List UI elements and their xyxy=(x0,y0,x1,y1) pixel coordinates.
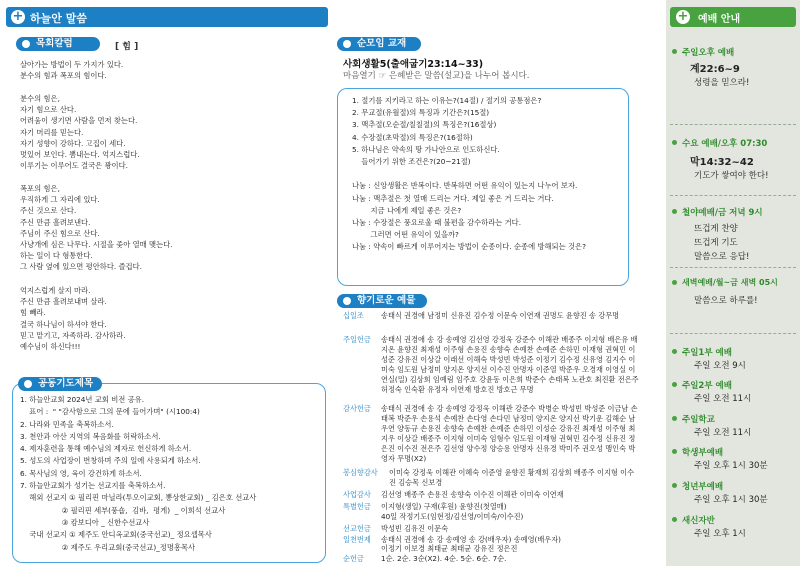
column-label: 목회칼럼 xyxy=(16,37,100,51)
worship-time: 주일 오전 11시 xyxy=(694,394,752,404)
worship-time: 주일 오전 9시 xyxy=(694,361,746,371)
bullet-icon xyxy=(343,40,351,48)
offering-label: 향기로운 예물 xyxy=(337,294,427,308)
column-paragraph: 분수의 힘은, 자기 힘으로 산다. 어려움이 생기면 사람을 먼저 찾는다. 자기 머리를 믿는다. 자기 성향이 강하다. 고집이 세다. 멋있어 보인다. 뽐내는다. 억지스럽다. 이루기는 이루어도 결국은 꽝이다. xyxy=(20,94,140,171)
bullet-icon xyxy=(672,209,677,214)
column-paragraph: 억지스럽게 살지 마라. 주신 만큼 흘려보내며 살라. 힘 빼라. 결국 하나님이 하셔야 한다. 믿고 맡기고, 자족하라. 감사하라. 예수님이 하신다!!! xyxy=(20,286,126,352)
offering-row xyxy=(343,404,643,468)
question-item: 3. 맥추절(오순절/칠칠절)의 특징은?(16절상) xyxy=(352,120,497,130)
divider xyxy=(670,267,796,268)
share-item: 나눔 : 수장절은 풍요로울 때 불편을 감수하라는 거다. xyxy=(352,218,522,228)
offering-category: 십일조 xyxy=(343,311,364,320)
offering-row xyxy=(343,311,643,333)
worship-item xyxy=(670,379,798,405)
divider xyxy=(670,124,796,125)
worship-title: 예배 안내 xyxy=(698,14,741,25)
worship-label: 수요 예배/오후 07:30 xyxy=(682,139,768,149)
worship-item xyxy=(670,137,798,187)
worship-item xyxy=(670,413,798,439)
offering-category: 주일헌금 xyxy=(343,335,371,344)
bullet-icon xyxy=(24,380,32,388)
question-item: 5. 하나님은 약속의 땅 가나안으로 인도하신다. xyxy=(352,144,500,154)
divider xyxy=(670,195,796,196)
worship-label: 청년부예배 xyxy=(682,482,724,492)
prayer-list xyxy=(20,394,322,554)
offering-names: 송태식 권경애 송 강 송예영 송 강(배우자) 송예영(배우자) 이정기 이보경 최태균 최태균 강유진 정은진 xyxy=(381,535,561,553)
prayer-item: ② 제주도 우리교회(중국선교)_정명흥목사 xyxy=(20,542,196,552)
sermon-title: 성령을 믿으라! xyxy=(694,78,750,88)
bullet-icon xyxy=(672,483,677,488)
prayer-item: ② 필리핀 세부(풍숍, 김바, 평게) _ 이희석 선교사 xyxy=(20,505,226,515)
prayer-item: 표어 : " "감사함으로 그의 문에 들어가며" (시100:4) xyxy=(20,407,200,417)
offering-category: 감사헌금 xyxy=(343,404,371,413)
question-item xyxy=(352,168,627,180)
share-item: 나눔 : 맥추절은 첫 열매 드리는 거다. 제일 좋은 거 드리는 거다. xyxy=(352,193,554,203)
bullet-icon xyxy=(672,49,677,54)
worship-item xyxy=(670,346,798,372)
prayer-item: 국내 선교지 ① 제주도 안디옥교회(중국선교)_ 정요셉목사 xyxy=(20,530,212,540)
offering-names: 1순. 2순. 3순(X2). 4순. 5순. 6순. 7순. xyxy=(381,554,507,563)
bullet-icon xyxy=(672,416,677,421)
scripture: 계22:6~9 xyxy=(690,64,740,75)
bullet-icon xyxy=(22,40,30,48)
prayer-item: 7. 하늘안교회가 성기는 선교지를 축복하소서. xyxy=(20,481,166,491)
scripture: 막14:32~42 xyxy=(690,157,754,168)
section-banner xyxy=(6,7,328,27)
question-item: 들어가기 위한 조건은?(20~21절) xyxy=(352,157,471,167)
plus-icon: + xyxy=(677,9,689,24)
worship-item xyxy=(670,277,798,307)
column-tag: [ 힘 ] xyxy=(115,42,139,52)
worship-time: 주일 오후 1시 30분 xyxy=(694,461,768,471)
bullet-icon xyxy=(343,297,351,305)
prayer-item: 3. 천안과 아산 지역의 복음화를 허락하소서. xyxy=(20,431,161,441)
worship-item xyxy=(670,46,798,96)
worship-label: 철야예배/금 저녁 9시 xyxy=(682,208,763,218)
worship-detail: 뜨겁게 기도 xyxy=(694,238,738,248)
offering-names: 이미숙 강정욱 이해관 이혜숙 이준영 윤향진 황재희 김상희 배종주 이지형 이수진 김승목 신보경 xyxy=(389,468,635,487)
bullet-icon xyxy=(672,280,677,285)
worship-item xyxy=(670,206,798,262)
offering-names: 송태식 권경애 남정미 신유진 김수정 이문숙 이연재 권명도 윤향진 송 강무명 xyxy=(381,311,620,320)
offering-names: 송태식 권경애 송 강 송예영 강정욱 이해관 강준수 박병순 박성빈 박성준 이금남 손태복 박준우 손용석 손예찬 손다영 손다민 남정미 양지온 양지선 박기운 김해순 남우연 양동규 손용진 송향숙 손예찬 손예준 손하민 이성순 강유진 최재성 이주형 최지우 이상갈 배종주 이지형 이미숙 임형수 임도원 이재형 권혁민 김수정 신유진 정은진 이수진 전은주 김선영 양수정 양승용 안명자 신유경 박미주 권오성 맹인숙 박영자 무명(X2) xyxy=(381,404,638,463)
offering-row xyxy=(343,490,643,502)
worship-label: 주일학교 xyxy=(682,415,715,425)
offering-names: 이지형(생일) 구재(후원) 윤향진(첫열매) 40일 작정기도(임현정/김선영/이미숙/이수진) xyxy=(381,502,524,521)
offering-row xyxy=(343,536,643,554)
offering-row xyxy=(343,335,643,401)
plus-icon: + xyxy=(12,9,24,24)
worship-label: 학생부예배 xyxy=(682,448,724,458)
offering-category: 순헌금 xyxy=(343,554,364,563)
offering-category: 일천번제 xyxy=(343,535,371,544)
bullet-icon xyxy=(672,449,677,454)
question-item: 4. 수장절(초막절)의 특징은?(16절하) xyxy=(352,132,473,142)
column-paragraph: 살아가는 방법이 두 가지가 있다. 분수의 힘과 폭포의 힘이다. xyxy=(20,60,124,81)
worship-header xyxy=(670,7,796,27)
prayer-item: 2. 나라와 민족을 축복하소서. xyxy=(20,419,114,429)
prayer-item: 해외 선교지 ① 필리핀 마닐라(투오이교회, 뽕상한교회) _ 김은호 선교사 xyxy=(20,493,257,503)
divider xyxy=(670,333,796,334)
prayer-item: ③ 캄보디아 _ 신한수선교사 xyxy=(20,517,150,527)
worship-time: 주일 오전 11시 xyxy=(694,428,752,438)
share-item: 지금 나에게 제일 좋은 것은? xyxy=(352,205,462,215)
worship-detail: 말씀으로 응답! xyxy=(694,252,750,262)
question-item: 1. 절기를 지키라고 하는 이유는?(14절) / 절기의 공통점은? xyxy=(352,96,542,105)
worship-item xyxy=(670,446,798,472)
bullet-icon xyxy=(672,349,677,354)
worship-time: 주일 오후 1시 xyxy=(694,529,746,539)
worship-detail: 말씀으로 하루를! xyxy=(694,296,758,306)
prayer-item: 1. 하늘안교회 2024년 교회 비전 공유. xyxy=(20,395,145,404)
worship-item xyxy=(670,480,798,506)
offering-row xyxy=(343,502,643,524)
bullet-icon xyxy=(672,382,677,387)
cell-label: 순모임 교재 xyxy=(337,37,421,51)
worship-label: 새벽예배/월~금 새벽 05시 xyxy=(682,278,778,287)
worship-item xyxy=(670,514,798,540)
offering-category: 사업감사 xyxy=(343,490,371,499)
offering-row xyxy=(343,554,643,565)
worship-label: 주일1부 예배 xyxy=(682,348,732,358)
worship-detail: 뜨겁게 찬양 xyxy=(694,224,738,234)
bullet-icon xyxy=(672,140,677,145)
share-item: 그러면 어떤 유익이 있을까? xyxy=(352,230,459,240)
worship-label: 새신자반 xyxy=(682,516,715,526)
offering-names: 박성빈 김유진 이문숙 xyxy=(381,524,449,533)
offering-row xyxy=(343,468,643,490)
prayer-item: 4. 제자훈련을 통해 예수님의 제자로 헌신하게 하소서. xyxy=(20,444,192,454)
offering-category: 선교헌금 xyxy=(343,524,371,533)
worship-time: 주일 오후 1시 30분 xyxy=(694,495,768,505)
worship-panel xyxy=(666,0,800,566)
section-title: 하늘안 말씀 xyxy=(30,12,87,25)
cell-title: 사회생활5(출애굽기23:14~33) xyxy=(343,59,484,70)
question-item: 2. 무교절(유월절)의 특징과 기간은?(15절) xyxy=(352,108,490,118)
share-item: 나눔 : 약속이 빠르게 이루어지는 방법이 순종이다. 순종에 방해되는 것은? xyxy=(352,242,586,252)
worship-label: 주일2부 예배 xyxy=(682,381,732,391)
prayer-label: 공동기도제목 xyxy=(18,377,102,391)
cell-subtitle: 마음열기 ☞ 은혜받은 말씀(설교)을 나누어 봅시다. xyxy=(343,71,530,81)
column-paragraph: 폭포의 힘은, 우직하게 그 자리에 있다. 주신 것으로 산다. 주신 만큼 흘려보낸다. 주님이 주신 힘으로 산다. 사냥개에 심은 나무다. 시절을 좇아 열매 맺는다. 하는 일이 다 형통한다. 그 사람 옆에 있으면 평안하다. 즐겁다. xyxy=(20,184,173,272)
offering-names: 송태식 권경애 송 강 송예영 김선영 강정욱 강준수 이해관 배종주 이지형 배은유 배지온 윤향진 최재성 이주형 손용진 송향숙 손예찬 손예준 손하민 이재형 권혁민 이성준 강유진 이상갈 이래선 이해숙 박성빈 박성준 이정기 김수정 신유영 김지수 이미숙 임도원 남정미 양지온 양지선 이수진 안명자 이준열 박준우 오경재 이영실 이연실(밀) 김상희 임예림 임주호 강윤동 이은희 박준수 손태복 노관호 최진환 전은주 허정숙 인숙환 유정자 이연재 방호진 방호근 무명 xyxy=(381,335,639,394)
prayer-item: 6. 목사님의 영, 육이 강건하게 하소서. xyxy=(20,468,142,478)
share-item: 나눔 : 신앙생활은 반복이다. 반복하면 어떤 유익이 있는지 나누어 보자. xyxy=(352,181,578,191)
worship-label: 주일오후 예배 xyxy=(682,48,735,58)
offering-category: 특별헌금 xyxy=(343,502,371,511)
offering-category: 봉심향감사 xyxy=(343,468,378,477)
question-list xyxy=(352,95,627,254)
sermon-title: 기도가 쌓여야 한다! xyxy=(694,171,769,181)
prayer-item: 5. 성도의 사업장이 번창하며 주의 일에 사용되게 하소서. xyxy=(20,456,201,466)
offering-names: 김선영 배종주 손용진 송향숙 이수진 이해관 이미숙 이연재 xyxy=(381,490,564,499)
bullet-icon xyxy=(672,517,677,522)
